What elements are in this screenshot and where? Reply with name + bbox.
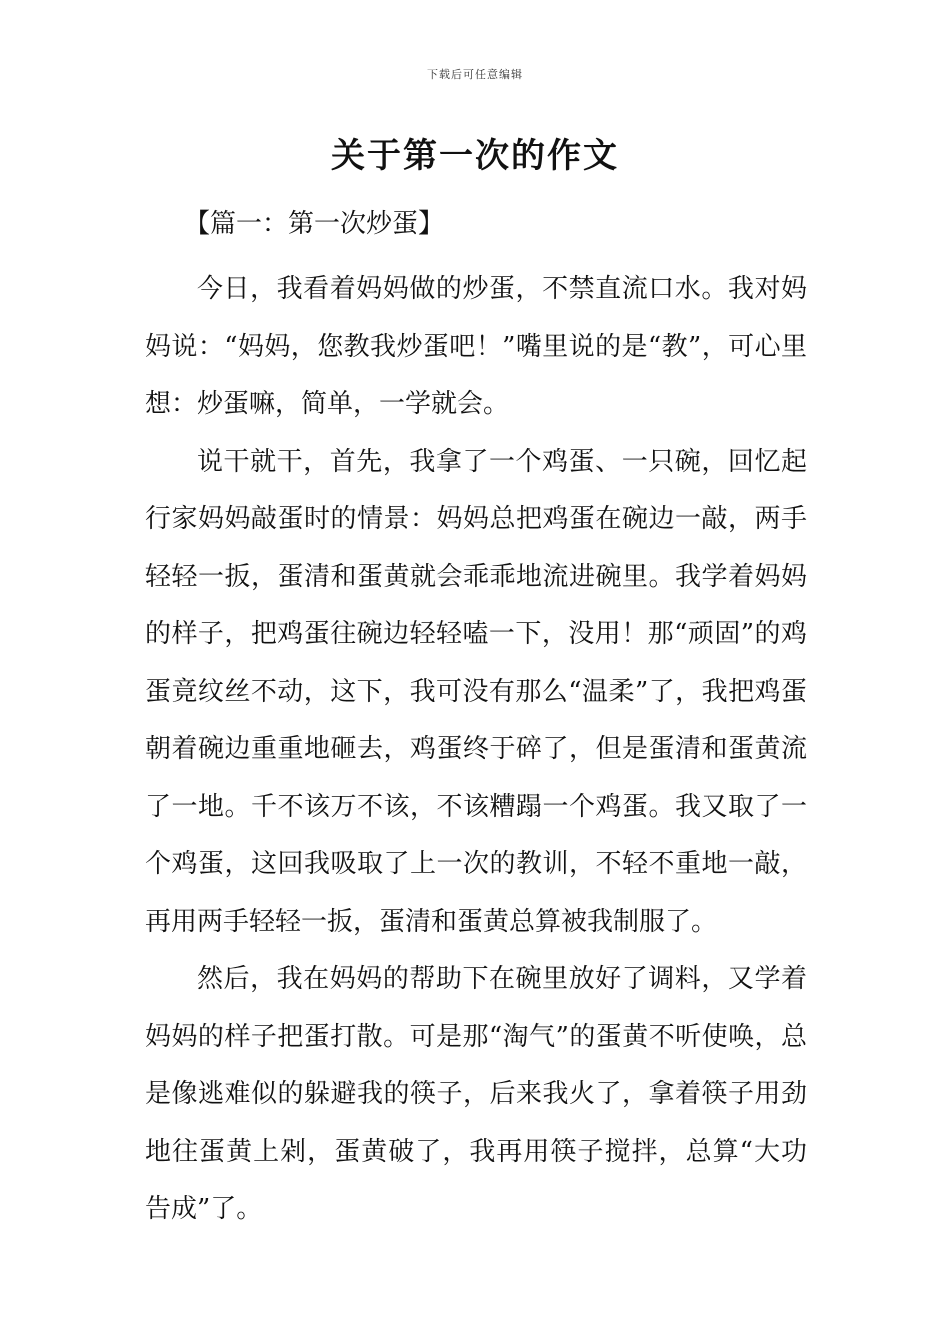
- paragraph-1: 今日，我看着妈妈做的炒蛋，不禁直流口水。我对妈妈说：“妈妈，您教我炒蛋吧！”嘴里说的是“教”，可心里想：炒蛋嘛，简单，一学就会。: [145, 274, 807, 419]
- section-heading: 【篇一：第一次炒蛋】: [184, 209, 445, 239]
- article-body: [145, 204, 807, 1239]
- header-note: 下载后可任意编辑: [427, 68, 523, 81]
- paragraph-2: 说干就干，首先，我拿了一个鸡蛋、一只碗，回忆起行家妈妈敲蛋时的情景：妈妈总把鸡蛋在碗边一敲，两手轻轻一扳，蛋清和蛋黄就会乖乖地流进碗里。我学着妈妈的样子，把鸡蛋往碗边轻轻嗑一下，没用！那“顽固”的鸡蛋竟纹丝不动，这下，我可没有那么“温柔”了，我把鸡蛋朝着碗边重重地砸去，鸡蛋终于碎了，但是蛋清和蛋黄流了一地。千不该万不该，不该糟蹋一个鸡蛋。我又取了一个鸡蛋，这回我吸取了上一次的教训，不轻不重地一敲，再用两手轻轻一扳，蛋清和蛋黄总算被我制服了。: [145, 446, 807, 937]
- page-title: 关于第一次的作文: [331, 136, 619, 176]
- paragraph-3: 然后，我在妈妈的帮助下在碗里放好了调料，又学着妈妈的样子把蛋打散。可是那“淘气”的蛋黄不听使唤，总是像逃难似的躲避我的筷子，后来我火了，拿着筷子用劲地往蛋黄上剁，蛋黄破了，我再用筷子搅拌，总算“大功告成”了。: [145, 964, 807, 1224]
